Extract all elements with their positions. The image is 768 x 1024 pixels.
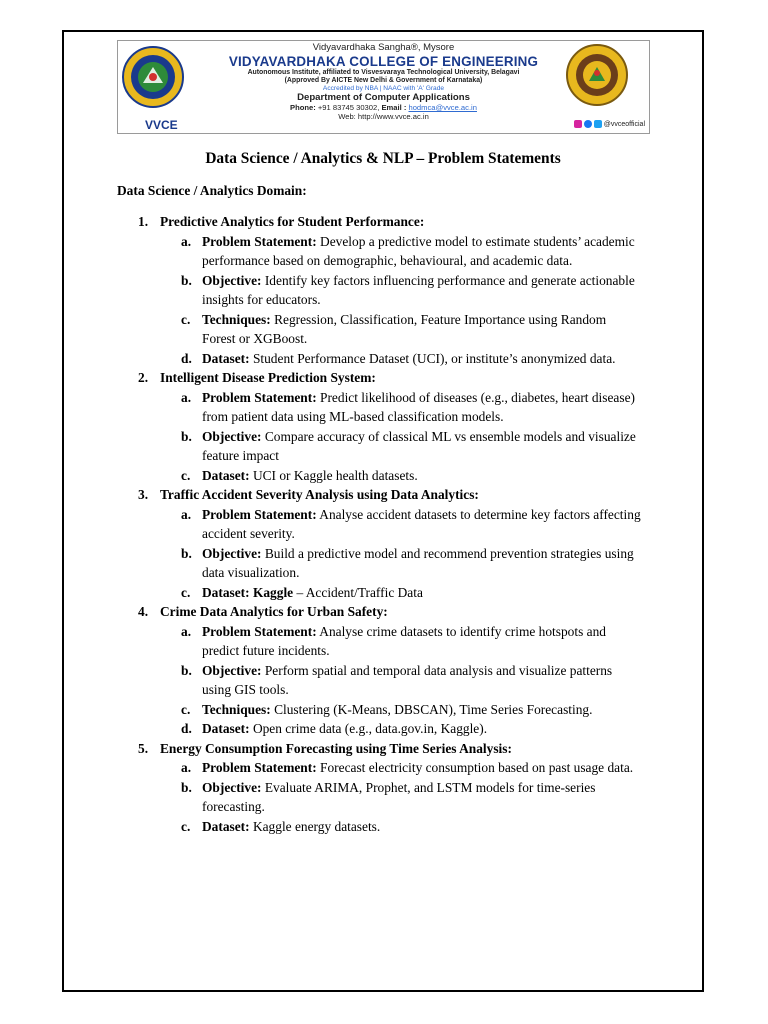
problem-number: 5. <box>138 740 149 756</box>
twitter-icon[interactable] <box>594 120 602 128</box>
detail-label: Techniques: <box>202 311 271 327</box>
detail-text: Clustering (K-Means, DBSCAN), Time Series Forecasting. <box>270 701 593 717</box>
detail-letter: c. <box>181 584 191 600</box>
accreditation-line: Accredited by NBA | NAAC with 'A' Grade <box>322 84 445 92</box>
detail-label: Problem Statement: <box>202 506 317 522</box>
problem-detail <box>117 310 642 349</box>
detail-letter: c. <box>181 311 191 327</box>
letterhead-text <box>188 43 579 120</box>
problem-title: Intelligent Disease Prediction System: <box>160 370 376 385</box>
detail-letter: a. <box>181 389 192 405</box>
college-name: VIDYAVARDHAKA COLLEGE OF ENGINEERING <box>228 53 539 69</box>
college-emblem-left-icon <box>121 45 185 109</box>
detail-label: Techniques: <box>202 701 271 717</box>
problem-title: Crime Data Analytics for Urban Safety: <box>160 604 388 619</box>
social-handle: @vvceofficial <box>603 120 645 128</box>
facebook-icon[interactable] <box>584 120 592 128</box>
document-title: Data Science / Analytics & NLP – Problem Statements <box>205 150 561 167</box>
sangha-name: Vidyavardhaka Sangha®, Mysore <box>312 42 455 53</box>
college-letterhead <box>117 40 650 134</box>
detail-letter: a. <box>181 506 192 522</box>
department-name: Department of Computer Applications <box>297 92 470 104</box>
detail-text: Student Performance Dataset (UCI), or institute’s anonymized data. <box>249 350 616 366</box>
detail-letter: b. <box>181 779 192 795</box>
web-link[interactable]: http://www.vvce.ac.in <box>357 111 429 121</box>
detail-letter: c. <box>181 467 191 483</box>
problem-detail <box>117 719 642 739</box>
domain-heading: Data Science / Analytics Domain: <box>117 183 307 198</box>
detail-text: UCI or Kaggle health datasets. <box>249 467 418 483</box>
detail-letter: a. <box>181 760 192 775</box>
problem-detail <box>117 388 642 427</box>
problem-heading <box>117 368 657 388</box>
problem-detail <box>117 466 642 486</box>
contact-line <box>188 104 579 112</box>
problem-detail <box>117 622 642 661</box>
logo-text: VVCE <box>145 118 178 132</box>
problem-number: 2. <box>138 370 149 385</box>
detail-letter: d. <box>181 350 192 366</box>
detail-letter: b. <box>181 428 192 444</box>
phone-number: +91 83745 30302, <box>317 102 380 112</box>
problem-number: 4. <box>138 604 149 619</box>
phone-label: Phone: <box>290 102 316 112</box>
detail-label: Objective: <box>202 272 262 288</box>
email-link[interactable]: hodmca@vvce.ac.in <box>408 102 477 112</box>
problem-number: 1. <box>138 214 149 229</box>
detail-text: Build a predictive model and recommend prevention strategies using data visualization. <box>202 545 634 580</box>
problem-detail <box>117 778 642 817</box>
problem-number: 3. <box>138 487 149 502</box>
detail-label: Objective: <box>202 662 262 678</box>
detail-text: – Accident/Traffic Data <box>293 584 423 600</box>
problem-detail <box>117 349 642 369</box>
problem-heading <box>117 739 657 759</box>
detail-text: Develop a predictive model to estimate students’ academic performance based on demographic, behavioural, and academic data. <box>202 233 635 268</box>
problem-detail <box>117 271 642 310</box>
detail-text: Perform spatial and temporal data analysis and visualize patterns using GIS tools. <box>202 662 613 697</box>
detail-label: Objective: <box>202 545 262 561</box>
detail-text: Forecast electricity consumption based on past usage data. <box>316 760 634 775</box>
detail-label: Problem Statement: <box>202 760 317 775</box>
detail-letter: c. <box>181 701 191 717</box>
problem-detail <box>117 817 642 837</box>
problem-detail <box>117 583 642 603</box>
social-links <box>574 120 645 128</box>
detail-label: Problem Statement: <box>202 233 317 249</box>
detail-letter: b. <box>181 272 192 288</box>
problem-detail <box>117 700 642 720</box>
problem-detail <box>117 661 642 700</box>
detail-letter: c. <box>181 818 191 834</box>
detail-text: Predict likelihood of diseases (e.g., diabetes, heart disease) from patient data using ML-based classification models. <box>202 389 635 424</box>
detail-text: Evaluate ARIMA, Prophet, and LSTM models for time-series forecasting. <box>202 779 596 814</box>
web-label: Web: <box>338 111 356 121</box>
problem-title: Predictive Analytics for Student Performance: <box>160 214 425 229</box>
detail-label: Dataset: <box>202 467 250 483</box>
detail-label: Problem Statement: <box>202 389 317 405</box>
web-line <box>188 113 579 121</box>
problem-heading <box>117 485 657 505</box>
problem-detail <box>117 427 642 466</box>
autonomous-line: Autonomous Institute, affiliated to Visvesvaraya Technological University, Belagavi <box>247 68 520 76</box>
detail-label: Objective: <box>202 779 262 795</box>
problem-detail <box>117 758 642 778</box>
detail-letter: a. <box>181 233 192 249</box>
college-emblem-right-icon <box>565 43 629 107</box>
detail-label: Dataset: Kaggle <box>202 584 294 600</box>
detail-text: Kaggle energy datasets. <box>249 818 381 834</box>
detail-label: Problem Statement: <box>202 623 317 639</box>
detail-text: Regression, Classification, Feature Importance using Random Forest or XGBoost. <box>202 311 607 346</box>
problem-heading <box>117 602 657 622</box>
problem-heading <box>117 212 657 232</box>
detail-text: Open crime data (e.g., data.gov.in, Kaggle). <box>249 721 488 736</box>
detail-label: Dataset: <box>202 350 250 366</box>
instagram-icon[interactable] <box>574 120 582 128</box>
detail-text: Analyse accident datasets to determine key factors affecting accident severity. <box>202 506 641 541</box>
problem-title: Energy Consumption Forecasting using Time Series Analysis: <box>160 740 512 756</box>
detail-text: Compare accuracy of classical ML vs ensemble models and visualize feature impact <box>202 428 636 463</box>
problem-title: Traffic Accident Severity Analysis using Data Analytics: <box>160 487 479 502</box>
detail-label: Dataset: <box>202 721 250 736</box>
approval-line: (Approved By AICTE New Delhi & Government of Karnataka) <box>284 76 483 84</box>
problem-detail <box>117 544 642 583</box>
detail-text: Identify key factors influencing performance and generate actionable insights for educators. <box>202 272 635 307</box>
problem-list <box>117 212 657 836</box>
detail-label: Objective: <box>202 428 262 444</box>
detail-label: Dataset: <box>202 818 250 834</box>
detail-letter: a. <box>181 623 192 639</box>
email-label: Email : <box>381 102 407 112</box>
detail-letter: b. <box>181 662 192 678</box>
detail-letter: b. <box>181 545 192 561</box>
problem-detail <box>117 232 642 271</box>
problem-detail <box>117 505 642 544</box>
detail-letter: d. <box>181 721 192 736</box>
detail-text: Analyse crime datasets to identify crime hotspots and predict future incidents. <box>202 623 606 658</box>
